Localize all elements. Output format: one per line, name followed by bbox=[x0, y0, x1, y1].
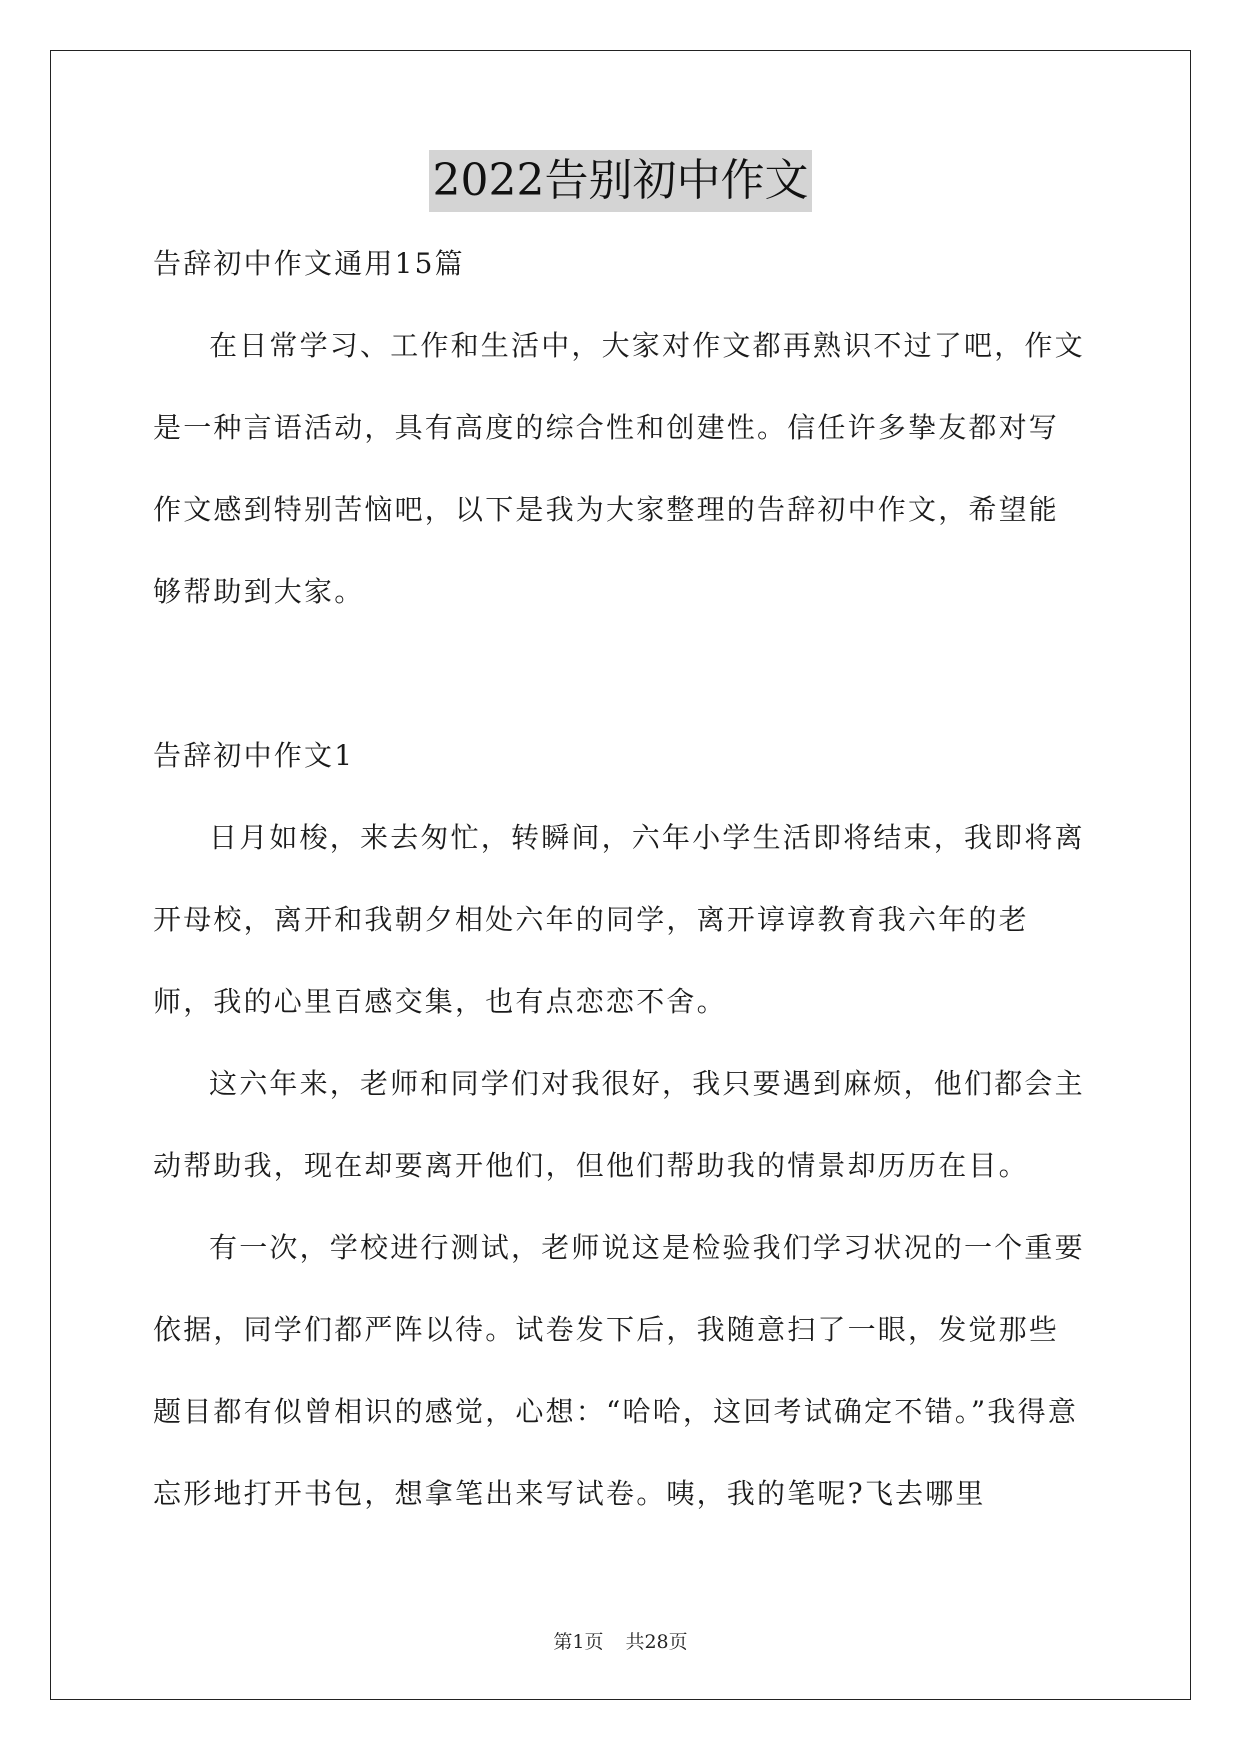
document-title: 2022告别初中作文 bbox=[429, 150, 813, 212]
blank-line bbox=[153, 633, 1088, 715]
page-total: 共28页 bbox=[625, 1631, 688, 1653]
intro-paragraph: 在日常学习、工作和生活中，大家对作文都再熟识不过了吧，作文是一种言语活动，具有高度的综合性和创建性。信任许多挚友都对写作文感到特别苦恼吧，以下是我为大家整理的告辞初中作文，希望能够帮助到大家。 bbox=[153, 329, 1085, 608]
page-footer bbox=[0, 1627, 1241, 1654]
title-wrap bbox=[0, 150, 1241, 212]
document-body bbox=[153, 223, 1088, 1535]
document-subtitle: 告辞初中作文通用15篇 bbox=[153, 247, 465, 280]
section-heading: 告辞初中作文1 bbox=[153, 739, 355, 772]
body-paragraph-2: 这六年来，老师和同学们对我很好，我只要遇到麻烦，他们都会主动帮助我，现在却要离开他们，但他们帮助我的情景却历历在目。 bbox=[153, 1067, 1085, 1182]
body-paragraph-1: 日月如梭，来去匆忙，转瞬间，六年小学生活即将结束，我即将离开母校，离开和我朝夕相处六年的同学，离开谆谆教育我六年的老师，我的心里百感交集，也有点恋恋不舍。 bbox=[153, 821, 1085, 1018]
body-paragraph-3: 有一次，学校进行测试，老师说这是检验我们学习状况的一个重要依据，同学们都严阵以待。试卷发下后，我随意扫了一眼，发觉那些题目都有似曾相识的感觉，心想：“哈哈，这回考试确定不错。”我得意忘形地打开书包，想拿笔出来写试卷。咦，我的笔呢?飞去哪里 bbox=[153, 1231, 1085, 1510]
page-number: 第1页 bbox=[553, 1631, 604, 1653]
